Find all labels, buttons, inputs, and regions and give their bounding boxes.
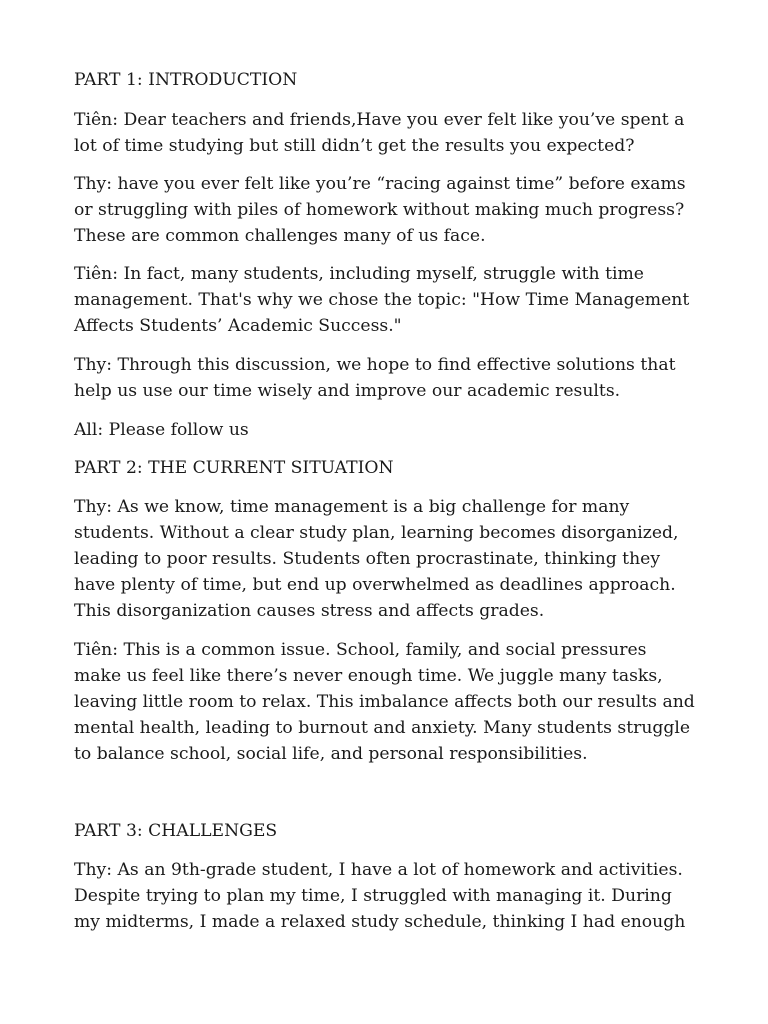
text-line: Tiên: Dear teachers and friends,Have you ever felt like you’ve spent a: [74, 110, 685, 130]
text-line: This disorganization causes stress and affects grades.: [74, 601, 545, 621]
text-line: PART 1: INTRODUCTION: [74, 70, 298, 90]
text-line: Thy: As we know, time management is a big challenge for many: [74, 497, 630, 517]
text-line: leaving little room to relax. This imbalance affects both our results and: [74, 692, 695, 712]
text-line: PART 3: CHALLENGES: [74, 821, 278, 841]
text-line: or struggling with piles of homework without making much progress?: [74, 200, 685, 220]
text-line: Affects Students’ Academic Success.": [74, 316, 402, 336]
text-line: management. That's why we chose the topic: "How Time Management: [74, 290, 690, 310]
text-line: my midterms, I made a relaxed study schedule, thinking I had enough: [74, 912, 686, 932]
text-line: Tiên: In fact, many students, including myself, struggle with time: [74, 264, 644, 284]
paragraph-thy-situation: [74, 494, 679, 624]
text-line: These are common challenges many of us face.: [74, 226, 486, 246]
heading-part-1: [74, 67, 297, 93]
text-line: Thy: have you ever felt like you’re “racing against time” before exams: [74, 174, 686, 194]
text-line: leading to poor results. Students often procrastinate, thinking they: [74, 549, 661, 569]
text-line: mental health, leading to burnout and anxiety. Many students struggle: [74, 718, 691, 738]
text-line: make us feel like there’s never enough time. We juggle many tasks,: [74, 666, 663, 686]
paragraph-tien-intro: [74, 107, 684, 159]
text-line: to balance school, social life, and personal responsibilities.: [74, 744, 588, 764]
text-line: students. Without a clear study plan, learning becomes disorganized,: [74, 523, 679, 543]
text-line: Despite trying to plan my time, I struggled with managing it. During: [74, 886, 672, 906]
paragraph-tien-situation: [74, 637, 695, 767]
text-line: Thy: As an 9th-grade student, I have a lot of homework and activities.: [74, 860, 683, 880]
paragraph-thy-challenges: [74, 857, 685, 935]
text-line: have plenty of time, but end up overwhelmed as deadlines approach.: [74, 575, 676, 595]
paragraph-thy-intro: [74, 171, 686, 249]
heading-part-2: [74, 455, 394, 481]
text-line: help us use our time wisely and improve our academic results.: [74, 381, 621, 401]
paragraph-tien-topic: [74, 261, 689, 339]
text-line: Tiên: This is a common issue. School, family, and social pressures: [74, 640, 647, 660]
text-line: lot of time studying but still didn’t get the results you expected?: [74, 136, 635, 156]
text-line: All: Please follow us: [74, 420, 249, 440]
heading-part-3: [74, 818, 277, 844]
paragraph-thy-discussion: [74, 352, 675, 404]
text-line: PART 2: THE CURRENT SITUATION: [74, 458, 394, 478]
text-line: Thy: Through this discussion, we hope to find effective solutions that: [74, 355, 676, 375]
paragraph-all: [74, 417, 249, 443]
